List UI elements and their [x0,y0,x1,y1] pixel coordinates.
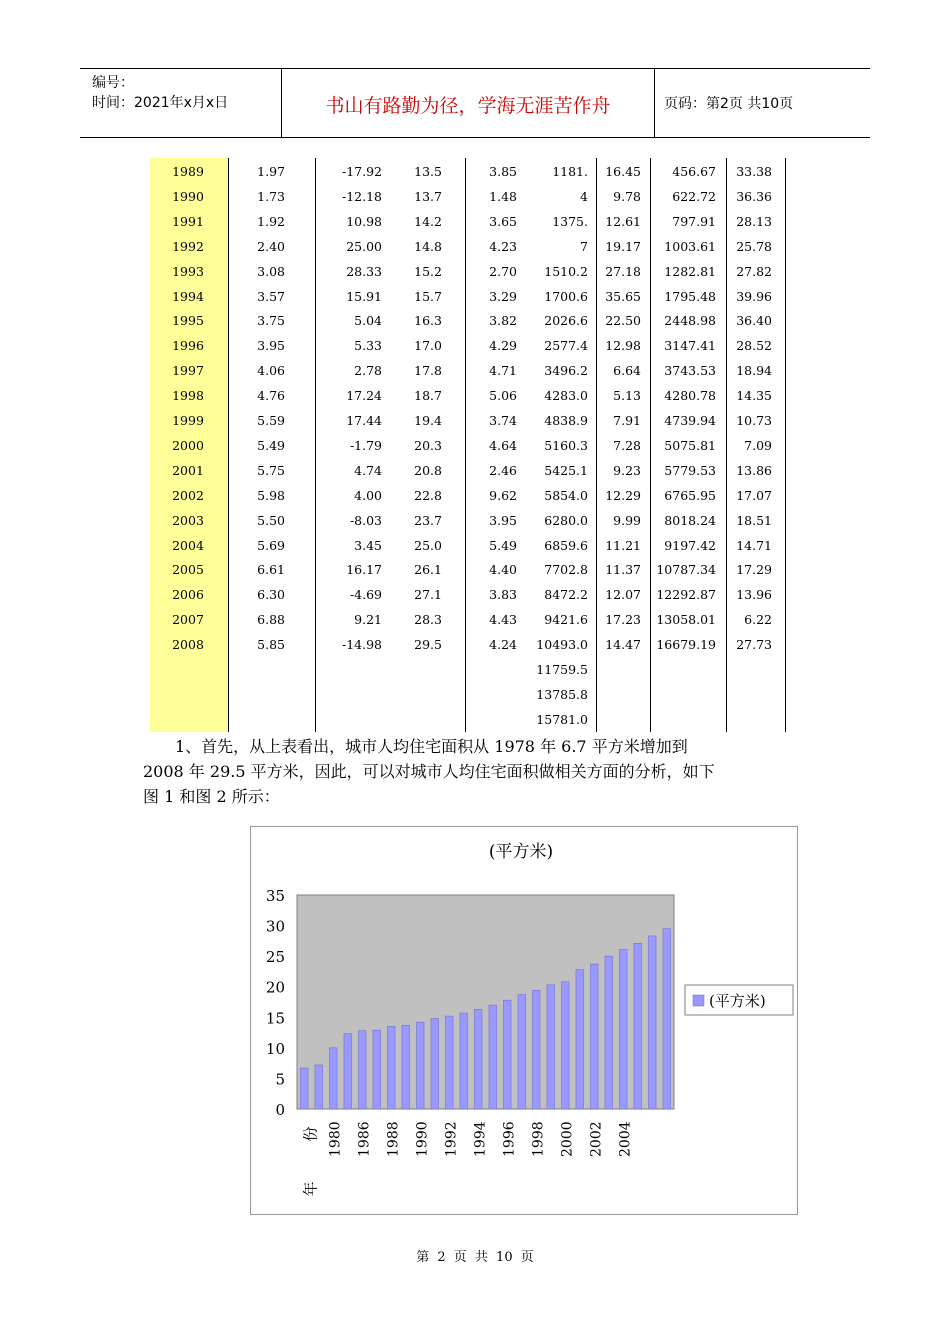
table-cell: 35.65 [605,288,641,304]
table-cell: 1700.6 [544,288,588,304]
table-year-cell: 1998 [172,388,204,404]
table-cell: 27.82 [736,263,772,279]
table-year-cell: 1993 [172,263,204,279]
table-cell: 1375. [552,213,588,229]
table-cell: 5.49 [489,537,517,553]
table-cell: 9197.42 [664,537,716,553]
table-cell: 6.64 [613,363,641,379]
table-cell: 6859.6 [544,537,588,553]
table-cell: 39.96 [736,288,772,304]
table-year-cell: 1990 [172,188,204,204]
table-cell: 12292.87 [656,587,716,603]
table-cell: 12.61 [605,213,641,229]
table-cell: 3.83 [489,587,517,603]
x-tick-label: 1988 [385,1121,402,1157]
bar [518,995,526,1109]
x-tick-label: 2000 [559,1121,576,1157]
table-cell: 1510.2 [544,263,588,279]
table-year-cell: 1989 [172,164,204,179]
table-cell: 18.7 [414,388,442,404]
table-cell: 11.21 [605,537,641,553]
table-cell: 6.61 [257,562,285,578]
table-cell: 3.95 [489,512,517,528]
table-cell: 36.40 [736,313,772,329]
time-label: 时间：2021年x月x日 [92,95,229,111]
y-tick-label: 20 [265,978,285,997]
x-tick-label: 1998 [530,1121,547,1157]
bar [431,1019,439,1109]
table-cell: 3743.53 [664,363,716,379]
table-cell: 3.57 [257,288,285,304]
table-cell: 456.67 [672,164,716,179]
table-cell: 4838.9 [544,413,588,428]
table-cell: 8018.24 [664,512,716,528]
bar [416,1022,424,1109]
table-year-cell: 2008 [172,637,204,653]
table-cell: 5.59 [257,413,285,428]
table-cell: 4.76 [257,388,285,404]
table-cell: 2577.4 [544,338,588,354]
bar [576,970,584,1109]
table-cell: 23.7 [414,512,442,528]
bar [590,964,598,1109]
table-cell: 4.23 [489,238,517,254]
table-column-divider [650,158,651,732]
bar [489,1005,497,1109]
table-cell: 7.91 [613,413,641,428]
paragraph-line: 1、首先，从上表看出，城市人均住宅面积从 1978 年 6.7 平方米增加到 [175,737,688,756]
legend-label: (平方米) [709,992,766,1010]
bar [474,1009,482,1109]
table-cell: 5075.81 [664,437,716,453]
table-cell: 1.48 [489,188,517,204]
table-cell: 5.75 [257,462,285,478]
table-year-cell: 2000 [172,437,204,453]
table-cell: 2.46 [489,462,517,478]
table-cell: 3.45 [354,537,382,553]
table-cell: 4.24 [489,637,517,653]
table-cell: 5.50 [257,512,285,528]
table-year-cell: 1994 [172,288,204,304]
table-cell: 5854.0 [544,487,588,503]
table-cell: -8.03 [349,512,382,528]
table-cell: 1003.61 [664,238,716,254]
table-cell: 7.28 [613,437,641,453]
table-cell: 3147.41 [664,338,716,354]
table-cell: 11759.5 [536,662,588,677]
table-cell: 5160.3 [544,437,588,453]
y-tick-label: 25 [265,948,285,967]
table-cell: 10493.0 [536,637,588,653]
table-cell: 5.06 [489,388,517,404]
table-cell: 7 [580,238,588,254]
bar [634,943,642,1109]
table-cell: -12.18 [341,188,382,204]
table-cell: 8472.2 [544,587,588,603]
table-cell: 5779.53 [664,462,716,478]
table-cell: 5.33 [354,338,382,354]
table-cell: 25.00 [346,238,382,254]
table-cell: 16.17 [346,562,382,578]
bar [605,956,613,1109]
table-year-cell: 2007 [172,612,204,628]
bar [344,1034,352,1109]
table-cell: 13.5 [414,164,442,179]
table-cell: -4.69 [349,587,382,603]
table-cell: 4.06 [257,363,285,379]
table-column-divider [726,158,727,732]
page-header [80,68,870,138]
x-tick-label: 1986 [356,1121,373,1157]
bar [547,985,555,1109]
paragraph-line: 2008 年 29.5 平方米，因此，可以对城市人均住宅面积做相关方面的分析，如下 [143,762,715,781]
table-cell: 19.4 [414,413,442,428]
bar [445,1016,453,1109]
table-cell: 13058.01 [656,612,716,628]
table-cell: 9.99 [613,512,641,528]
bar [460,1013,468,1109]
table-cell: 10787.34 [656,562,716,578]
table-cell: 28.13 [736,213,772,229]
table-cell: 13.96 [736,587,772,603]
table-cell: 9.21 [354,612,382,628]
table-cell: 17.23 [605,612,641,628]
bar [402,1025,410,1109]
table-cell: 3.95 [257,338,285,354]
table-cell: 16.45 [605,164,641,179]
y-tick-label: 30 [265,917,285,936]
x-tick-label: 1994 [472,1121,489,1157]
table-year-cell: 1992 [172,238,204,254]
table-cell: 9.78 [613,188,641,204]
table-cell: 22.50 [605,313,641,329]
table-cell: 20.8 [414,462,442,478]
table-cell: 9.23 [613,462,641,478]
table-cell: 5.13 [613,388,641,404]
table-cell: 9.62 [489,487,517,503]
table-cell: -14.98 [341,637,382,653]
bar [619,949,627,1109]
y-tick-label: 35 [265,887,285,905]
table-column-divider [596,158,597,732]
bar-chart [251,827,797,1214]
bar [373,1030,381,1109]
table-cell: 3.75 [257,313,285,329]
paragraph-line: 图 1 和图 2 所示： [143,787,280,806]
table-year-cell: 1999 [172,413,204,428]
table-year-cell: 2002 [172,487,204,503]
table-cell: 2448.98 [664,313,716,329]
table-cell: 13785.8 [536,686,588,702]
table-cell: -17.92 [341,164,382,179]
table-cell: 4.74 [354,462,382,478]
table-cell: 14.2 [414,213,442,229]
table-cell: 5.69 [257,537,285,553]
table-cell: 12.07 [605,587,641,603]
table-cell: 29.5 [414,637,442,653]
bar [663,929,671,1109]
table-cell: 28.52 [736,338,772,354]
table-cell: 3.29 [489,288,517,304]
table-year-cell: 1997 [172,363,204,379]
table-cell: 4.71 [489,363,517,379]
table-cell: 28.3 [414,612,442,628]
table-cell: 5425.1 [544,462,588,478]
table-cell: 36.36 [736,188,772,204]
y-tick-label: 15 [265,1009,285,1028]
table-cell: 9421.6 [544,612,588,628]
table-cell: 7702.8 [544,562,588,578]
table-cell: 1795.48 [664,288,716,304]
bar [532,990,540,1109]
table-cell: 14.35 [736,388,772,404]
page-number-label: 页码：第2页 共10页 [664,96,794,112]
bar [329,1048,337,1109]
x-tick-label: 1990 [414,1121,431,1157]
x-axis-label-char: 份 [301,1126,320,1142]
table-year-cell: 1995 [172,313,204,329]
legend-swatch [693,995,704,1006]
table-cell: 26.1 [414,562,442,578]
table-cell: 5.04 [354,313,382,329]
header-meta [92,73,228,113]
plot-area [297,895,674,1109]
table-cell: 10.98 [346,213,382,229]
x-tick-label: 1992 [443,1121,460,1157]
table-column-divider [465,158,466,732]
table-cell: 17.8 [414,363,442,379]
x-tick-label: 2004 [617,1121,634,1157]
table-cell: 15.2 [414,263,442,279]
table-cell: 17.0 [414,338,442,354]
table-cell: 4280.78 [664,388,716,404]
x-tick-label: 1996 [501,1121,518,1157]
y-tick-label: 10 [265,1039,285,1058]
data-table [150,158,790,732]
table-cell: 4 [580,188,588,204]
table-cell: 18.51 [736,512,772,528]
table-year-cell: 2001 [172,462,204,478]
table-cell: 4.29 [489,338,517,354]
chart-container [250,826,798,1215]
x-tick-label: 1980 [327,1121,344,1157]
x-tick-label: 2002 [588,1121,605,1157]
table-cell: 6.22 [744,612,772,628]
table-cell: 13.86 [736,462,772,478]
table-cell: 6.88 [257,612,285,628]
table-cell: 4283.0 [544,388,588,404]
table-year-cell: 2004 [172,537,204,553]
table-cell: 2.40 [257,238,285,254]
table-cell: 18.94 [736,363,772,379]
table-cell: 12.29 [605,487,641,503]
table-cell: 14.8 [414,238,442,254]
table-cell: 5.98 [257,487,285,503]
table-cell: 1282.81 [664,263,716,279]
table-year-cell: 1996 [172,338,204,354]
table-cell: 16.3 [414,313,442,329]
table-cell: 15.7 [414,288,442,304]
table-cell: 4739.94 [664,413,716,428]
table-cell: 3.74 [489,413,517,428]
table-cell: 2.78 [354,363,382,379]
table-cell: 27.1 [414,587,442,603]
table-cell: 3.65 [489,213,517,229]
header-divider [654,69,655,137]
table-cell: 3.08 [257,263,285,279]
table-cell: 1.92 [257,213,285,229]
table-cell: 1.97 [257,164,285,179]
table-cell: 33.38 [736,164,772,179]
y-tick-label: 0 [275,1101,285,1119]
table-year-cell: 2003 [172,512,204,528]
table-column-divider [315,158,316,732]
table-column-divider [785,158,786,732]
page-footer: 第 2 页 共 10 页 [416,1250,534,1265]
x-axis-label-char: 年 [301,1181,320,1197]
bar [300,1068,308,1109]
table-cell: 17.29 [736,562,772,578]
table-cell: 14.71 [736,537,772,553]
table-cell: 4.00 [354,487,382,503]
table-cell: 6765.95 [664,487,716,503]
table-cell: 15.91 [346,288,382,304]
table-cell: 2.70 [489,263,517,279]
table-cell: 28.33 [346,263,382,279]
table-cell: 6280.0 [544,512,588,528]
bar [315,1065,323,1109]
table-cell: 27.73 [736,637,772,653]
table-cell: 6.30 [257,587,285,603]
header-motto: 书山有路勤为径，学海无涯苦作舟 [325,95,611,117]
table-year-cell: 2005 [172,562,204,578]
table-cell: 22.8 [414,487,442,503]
table-cell: 15781.0 [536,711,588,727]
table-cell: 20.3 [414,437,442,453]
table-cell: 12.98 [605,338,641,354]
table-cell: 1181. [552,164,588,179]
table-cell: 25.0 [414,537,442,553]
table-cell: 4.40 [489,562,517,578]
table-cell: 5.49 [257,437,285,453]
table-cell: 19.17 [605,238,641,254]
table-cell: -1.79 [349,437,382,453]
bar [648,936,656,1109]
bar [358,1031,366,1109]
y-tick-label: 5 [275,1070,285,1089]
table-cell: 1.73 [257,188,285,204]
bar [503,1000,511,1109]
table-cell: 2026.6 [544,313,588,329]
table-year-cell: 1991 [172,213,204,229]
table-cell: 17.24 [346,388,382,404]
table-cell: 3496.2 [544,363,588,379]
chart-title: (平方米) [488,842,554,862]
table-cell: 25.78 [736,238,772,254]
table-cell: 4.43 [489,612,517,628]
table-cell: 17.44 [346,413,382,428]
table-cell: 27.18 [605,263,641,279]
table-column-divider [228,158,229,732]
table-cell: 10.73 [736,413,772,428]
table-cell: 3.82 [489,313,517,329]
table-cell: 13.7 [414,188,442,204]
table-cell: 622.72 [672,188,716,204]
table-cell: 7.09 [744,437,772,453]
table-cell: 4.64 [489,437,517,453]
table-cell: 5.85 [257,637,285,653]
table-cell: 3.85 [489,164,517,179]
table-cell: 14.47 [605,637,641,653]
code-label: 编号： [92,75,134,91]
table-year-cell: 2006 [172,587,204,603]
table-cell: 17.07 [736,487,772,503]
table-cell: 11.37 [605,562,641,578]
table-cell: 797.91 [672,213,716,229]
bar [561,982,569,1109]
bar [387,1026,395,1109]
body-paragraph [143,734,823,809]
table-cell: 16679.19 [656,637,716,653]
